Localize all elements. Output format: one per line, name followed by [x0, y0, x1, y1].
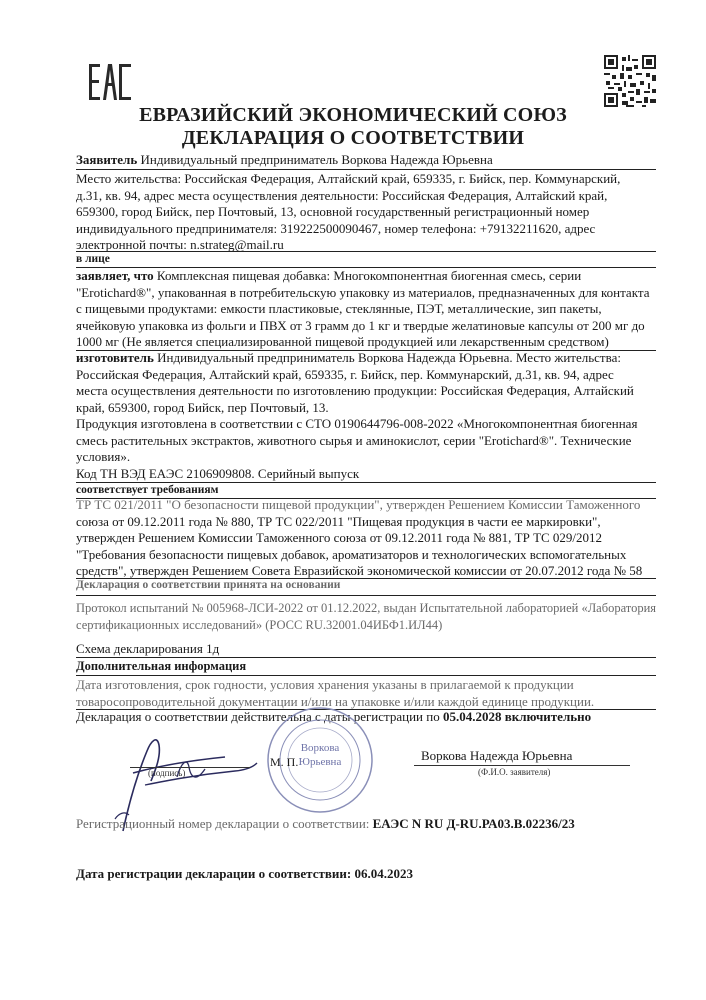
hs-code-line: Код ТН ВЭД ЕАЭС 2106909808. Серийный выпуск — [76, 465, 360, 481]
product-line: с пищевыми продуктами: емкости пластиковые, стеклянные, ПЭТ, металлические, зип пакеты, — [76, 301, 602, 316]
divider — [76, 657, 656, 658]
registration-number-row — [76, 816, 656, 833]
divider — [76, 169, 656, 170]
divider — [76, 595, 656, 596]
requirement-line: союза от 09.12.2011 года № 880, ТР ТС 022/2011 "Пищевая продукция в части ее маркировки", — [76, 513, 601, 529]
basis-label-text: Декларация о соответствии принята на основании — [76, 579, 341, 591]
mp-label: М. П. — [270, 755, 299, 769]
address-line: Место жительства: Российская Федерация, Алтайский край, 659335, г. Бийск, пер. Коммунарский, — [76, 171, 621, 186]
additional-line: товаросопроводительной документации и/или на упаковке и/или каждой единице продукции. — [76, 693, 595, 709]
applicant-signatory-name: Воркова Надежда Юрьевна — [421, 748, 573, 763]
registration-number: ЕАЭС N RU Д-RU.РА03.В.02236/23 — [372, 816, 575, 831]
validity-label: Декларация о соответствии действительна с даты регистрации по — [76, 709, 440, 724]
address-line: электронной почты: n.strateg@mail.ru — [76, 237, 284, 252]
manufacturer-line: места осуществления деятельности по изготовлению продукции: Российская Федерация, Алтайский — [76, 383, 634, 398]
requirement-line: утвержден Решением Комиссии Таможенного союза от 09.12.2011 года № 881, ТР ТС 029/2012 — [76, 530, 603, 545]
manufacturer-line: Продукция изготовлена в соответствии с СТО 0190644796-008-2022 «Многокомпонентная биогенная — [76, 416, 638, 431]
protocol-line: Протокол испытаний № 005968-ЛСИ-2022 от 01.12.2022, выдан Испытательной лабораторией «Лаборатория — [76, 601, 656, 615]
product-line: 1000 мг (Не является специализированной пищевой продукцией или лекарственным средством) — [76, 334, 609, 349]
signature-caption: (подпись) — [148, 768, 186, 778]
requirement-line: средств", утвержден Решением Совета Евразийской экономической комиссии от 20.07.2012 года № 58 — [76, 563, 643, 578]
address-line: д.31, кв. 94, адрес места осуществления деятельности: Российская Федерация, Алтайский край, — [76, 187, 608, 203]
registration-number-label: Регистрационный номер декларации о соответствии: — [76, 816, 370, 831]
applicant-section — [76, 152, 656, 169]
protocol-line: сертификационных исследований» (РОСС RU.32001.04ИБФ1.ИЛ44) — [76, 617, 443, 632]
divider — [76, 482, 656, 483]
product-line: "Erotichard®", упакованная в потребительскую упаковку из материалов, предназначенных для контакта — [76, 284, 650, 300]
product-line: Комплексная пищевая добавка: Многокомпонентная биогенная смесь, серии — [156, 268, 582, 283]
declaration-title: ДЕКЛАРАЦИЯ О СООТВЕТСТВИИ — [181, 127, 525, 149]
requirement-line: "Требования безопасности пищевых добавок, ароматизаторов и технологических вспомогательных — [76, 546, 627, 562]
registration-date-row — [76, 866, 656, 883]
divider — [76, 675, 656, 676]
stamp-text: Воркова — [300, 742, 340, 754]
manufacturer-section — [76, 350, 656, 482]
validity-date: 05.04.2028 включительно — [442, 709, 592, 724]
requirement-line: ТР ТС 021/2011 "О безопасности пищевой продукции", утвержден Решением Комиссии Таможенного — [76, 497, 641, 512]
address-line: индивидуального предпринимателя: 319222500090467, номер телефона: +79132211620, адрес — [76, 220, 596, 236]
basis-label — [76, 579, 340, 591]
manufacturer-line: Российская Федерация, Алтайский край, 659335, г. Бийск, пер. Коммунарский, д.31, кв. 94, адрес — [76, 366, 614, 382]
applicant-label: Заявитель — [76, 152, 138, 167]
eac-logo — [88, 60, 132, 104]
manufacturer-line: край, 659300, город Бийск, пер Почтовый, 13. — [76, 399, 329, 415]
in-person-label: в лице — [76, 253, 110, 265]
registration-date: 06.04.2023 — [354, 866, 413, 881]
declares-label: заявляет, что — [76, 268, 154, 283]
address-line: 659300, город Бийск, пер Почтовый, 13, основной государственный регистрационный номер — [76, 204, 590, 219]
manufacturer-label: изготовитель — [76, 350, 154, 365]
registration-date-label: Дата регистрации декларации о соответствии: — [76, 866, 352, 881]
name-line — [414, 765, 630, 766]
declaration-scheme: Схема декларирования 1д — [76, 641, 220, 656]
manufacturer-line: условия». — [76, 449, 131, 464]
requirements-section — [76, 497, 656, 580]
manufacturer-line: Индивидуальный предприниматель Воркова Надежда Юрьевна. Место жительства: — [157, 350, 621, 365]
stamp-text: Юрьевна — [298, 756, 342, 768]
declares-section — [76, 268, 656, 351]
applicant-address — [76, 171, 656, 254]
applicant-name: Индивидуальный предприниматель Воркова Надежда Юрьевна — [140, 152, 493, 167]
manufacturer-line: смесь растительных экстрактов, животного сырья и аминокислот, серии "Erotichard®". Технические — [76, 432, 632, 448]
requirements-label: соответствует требованиям — [76, 484, 219, 496]
qr-code-icon — [604, 55, 656, 107]
additional-line: Дата изготовления, срок годности, условия хранения указаны в прилагаемой к продукции — [76, 677, 574, 692]
product-line: ячейковую упаковка из фольги и ПВХ от 3 грамм до 1 кг и твердые желатиновые капсулы от 200 мг до — [76, 317, 645, 333]
union-title: ЕВРАЗИЙСКИЙ ЭКОНОМИЧЕСКИЙ СОЮЗ — [139, 104, 567, 126]
additional-info-label: Дополнительная информация — [76, 659, 247, 673]
basis-section — [76, 600, 656, 633]
fio-caption: (Ф.И.О. заявителя) — [478, 767, 551, 777]
